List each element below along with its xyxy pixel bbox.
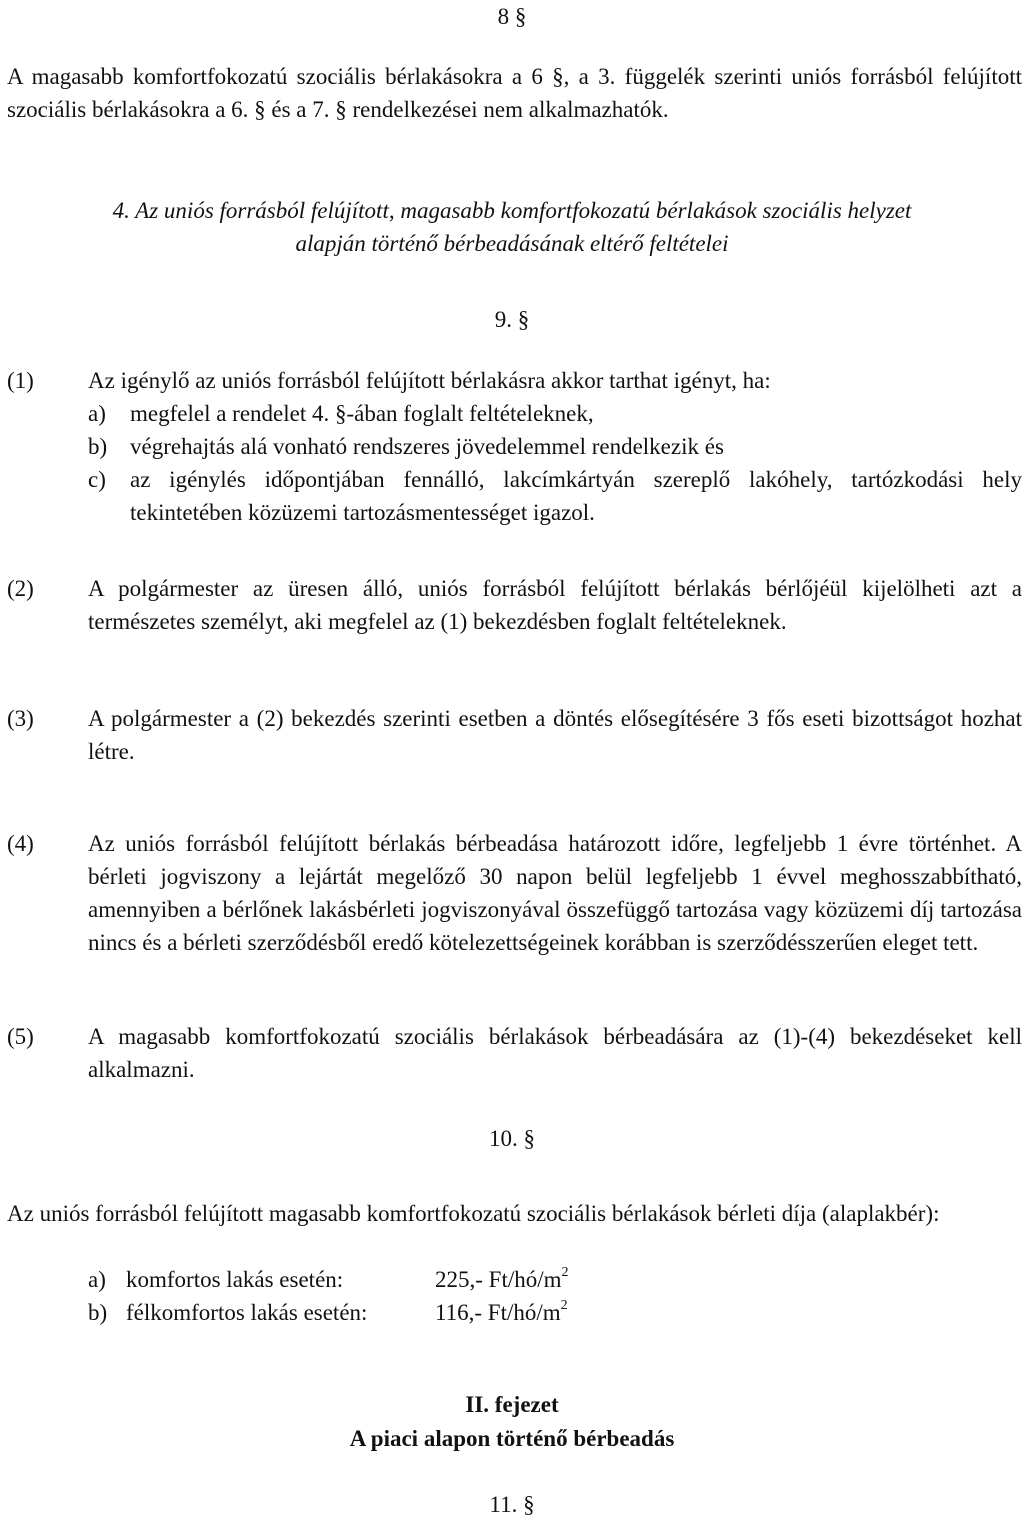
section-4-heading-line1: 4. Az uniós forrásból felújított, magasabb komfortfokozatú bérlakások szociális helyzet bbox=[112, 198, 912, 223]
rent-fee-row bbox=[88, 1263, 788, 1296]
list-item-text: megfelel a rendelet 4. §-ában foglalt feltételeknek, bbox=[130, 401, 594, 426]
list-item-text: végrehajtás alá vonható rendszeres jövedelemmel rendelkezik és bbox=[130, 434, 724, 459]
list-item bbox=[88, 463, 1022, 529]
section-10-lead: Az uniós forrásból felújított magasabb komfortfokozatú szociális bérlakások bérleti díja (alaplakbér): bbox=[7, 1201, 940, 1226]
paragraph-2: A polgármester az üresen álló, uniós forrásból felújított bérlakás bérlőjéül kijelölheti azt a természetes személyt, aki megfelel az (1) bekezdésben foglalt feltételeknek. bbox=[88, 576, 1022, 634]
intro-paragraph: A magasabb komfortfokozatú szociális bérlakásokra a 6 §, a 3. függelék szerinti uniós forrásból felújított szociális bérlakásokra a 6. § és a 7. § rendelkezései nem alkalmazhatók. bbox=[7, 64, 1022, 122]
paragraph-4-number: (4) bbox=[7, 831, 34, 856]
paragraph-4: Az uniós forrásból felújított bérlakás bérbeadása határozott időre, legfeljebb 1 évre történhet. A bérleti jogviszony a lejártát megelőző 30 napon belül legfeljebb 1 évvel meghosszabbítható, amennyiben a bérlőnek lakásbérleti jogviszonyával összefüggő tartozása vagy közüzemi díj tartozása nincs és a bérleti szerződésből eredő kötelezettségeinek korábban is szerződésszerűen eleget tett. bbox=[88, 831, 1022, 955]
rent-fee-item: komfortos lakás esetén: bbox=[126, 1267, 344, 1292]
paragraph-1-lead: Az igénylő az uniós forrásból felújított bérlakásra akkor tarthat igényt, ha: bbox=[88, 368, 771, 393]
paragraph-3-number: (3) bbox=[7, 706, 34, 731]
section-11-heading: 11. § bbox=[489, 1492, 535, 1517]
paragraph-3: A polgármester a (2) bekezdés szerinti esetben a döntés elősegítésére 3 fős eseti bizottságot hozhat létre. bbox=[88, 706, 1022, 764]
paragraph-5: A magasabb komfortfokozatú szociális bérlakások bérbeadására az (1)-(4) bekezdéseket kell alkalmazni. bbox=[88, 1024, 1022, 1082]
rent-fee-value: 116,- $Ft/hó/m^2$ bbox=[435, 1298, 568, 1325]
list-item-label: a) bbox=[88, 401, 106, 426]
list-item-label: c) bbox=[88, 467, 106, 492]
list-item bbox=[88, 397, 1022, 430]
rent-fee-list bbox=[88, 1263, 788, 1329]
rent-fee-row bbox=[88, 1296, 788, 1329]
rent-fee-label: a) bbox=[88, 1267, 106, 1292]
page-number: 8 § bbox=[497, 4, 527, 29]
paragraph-1 bbox=[88, 364, 1022, 529]
chapter-title: II. fejezet bbox=[465, 1392, 559, 1417]
paragraph-1-number: (1) bbox=[7, 368, 34, 393]
section-10-heading: 10. § bbox=[489, 1126, 535, 1151]
paragraph-1-list bbox=[88, 397, 1022, 529]
rent-fee-exponent: 2 bbox=[560, 1298, 568, 1314]
rent-fee-item: félkomfortos lakás esetén: bbox=[126, 1300, 368, 1325]
list-item-text: az igénylés időpontjában fennálló, lakcímkártyán szereplő lakóhely, tartózkodási hely tekintetében közüzemi tartozásmentességet igazol. bbox=[130, 467, 1022, 525]
list-item bbox=[88, 430, 1022, 463]
rent-fee-exponent: 2 bbox=[561, 1265, 569, 1281]
rent-fee-value: 225,- $Ft/hó/m^2$ bbox=[435, 1265, 569, 1292]
paragraph-2-number: (2) bbox=[7, 576, 34, 601]
paragraph-5-number: (5) bbox=[7, 1024, 34, 1049]
list-item-label: b) bbox=[88, 434, 108, 459]
rent-fee-label: b) bbox=[88, 1300, 108, 1325]
chapter-subtitle: A piaci alapon történő bérbeadás bbox=[349, 1426, 675, 1451]
section-9-heading: 9. § bbox=[494, 307, 530, 332]
section-4-heading-line2: alapján történő bérbeadásának eltérő feltételei bbox=[295, 231, 729, 256]
